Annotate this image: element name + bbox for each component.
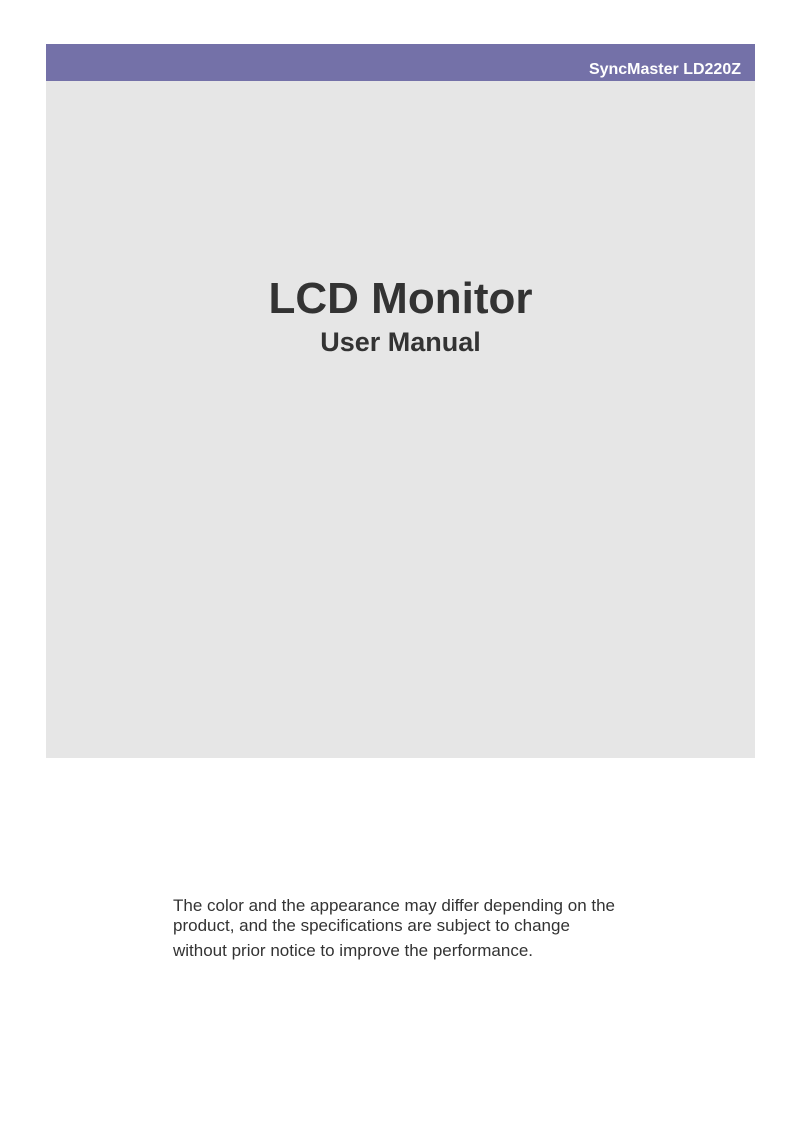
disclaimer-notice	[173, 896, 653, 961]
model-name: SyncMaster LD220Z	[588, 61, 741, 78]
header-band	[46, 44, 755, 81]
disclaimer-line: The color and the appearance may differ depending on the	[173, 896, 615, 915]
document-subtitle: User Manual	[320, 327, 481, 357]
disclaimer-line: without prior notice to improve the performance.	[173, 941, 534, 960]
title-block	[46, 274, 755, 358]
disclaimer-line: product, and the specifications are subject to change	[173, 916, 570, 935]
document-title: LCD Monitor	[268, 274, 533, 323]
cover-panel	[46, 44, 755, 758]
